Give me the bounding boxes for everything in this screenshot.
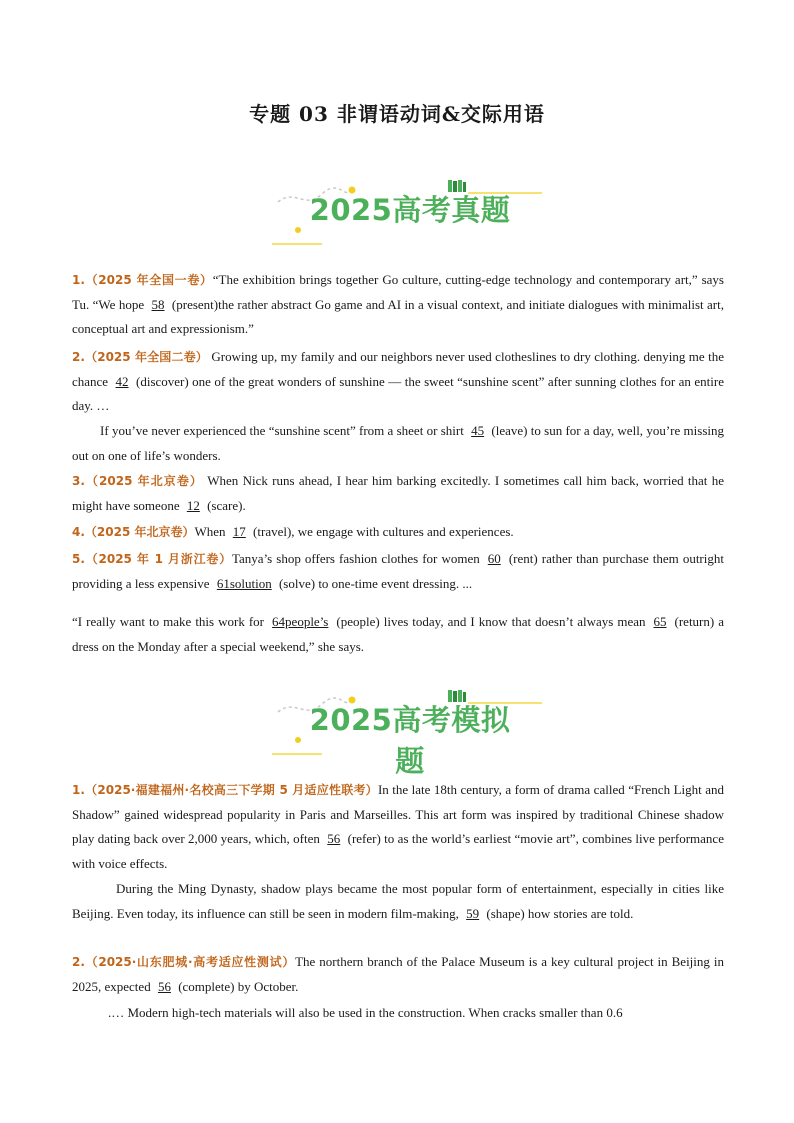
answer-blank[interactable]: 58	[151, 296, 165, 312]
question-source-tag: 5.（2025 年 1 月浙江卷）	[72, 552, 232, 566]
question-source-tag: 1.（2025 年全国一卷）	[72, 273, 213, 287]
question-text: (shape) how stories are told.	[483, 905, 634, 921]
banner-title: 2025高考真题	[309, 193, 511, 227]
page-title: 专题 03 非谓语动词&交际用语	[249, 102, 545, 126]
question-text: (travel), we engage with cultures and experiences.	[249, 524, 514, 539]
answer-blank[interactable]: 65	[653, 614, 667, 629]
question-text: (solve) to one-time event dressing. ...	[275, 575, 473, 591]
question-real-5	[72, 547, 724, 596]
question-real-4	[72, 520, 724, 545]
question-text: The northern branch of the Palace Museum is a key cultural project in Beijing in 2025, expected	[72, 954, 724, 994]
question-text: When	[194, 524, 229, 539]
question-text: (people) lives today, and I know that doesn’t always mean	[332, 614, 650, 629]
question-text: (scare).	[203, 497, 246, 513]
answer-blank[interactable]: 60	[487, 551, 501, 566]
question-text: In the late 18th century, a form of drama called “French Light and Shadow” gained widespread popularity in Paris and Marseilles. This art form was inspired by traditional Chinese shadow play dating back over 2,000 years, which, often	[72, 782, 724, 847]
answer-blank[interactable]: 61solution	[216, 575, 272, 591]
banner-title: 2025高考模拟题	[309, 703, 511, 778]
question-mock-1	[72, 778, 724, 876]
question-real-1	[72, 268, 724, 342]
answer-blank[interactable]: 42	[115, 373, 129, 389]
answer-blank[interactable]: 12	[186, 497, 200, 513]
question-text: If you’ve never experienced the “sunshine scent” from a sheet or shirt	[100, 423, 468, 438]
question-text: (discover) one of the great wonders of sunshine — the sweet “sunshine scent” after sunning clothes for an entire day. …	[72, 373, 724, 414]
question-mock-1-para2	[72, 877, 724, 926]
question-text: (complete) by October.	[174, 978, 299, 994]
answer-blank[interactable]: 45	[471, 423, 485, 438]
question-text: When Nick runs ahead, I hear him barking excitedly. I sometimes call him back, worried that he might have someone	[72, 473, 724, 513]
question-text: Tanya’s shop offers fashion clothes for women	[232, 551, 484, 566]
answer-blank[interactable]: 59	[466, 905, 480, 921]
question-real-2	[72, 345, 724, 419]
question-source-tag: 1.（2025·福建福州·名校高三下学期 5 月适应性联考）	[72, 783, 378, 797]
question-text: During the Ming Dynasty, shadow plays became the most popular form of entertainment, especially in cities like Beijing. Even today, its influence can still be seen in modern film-making,	[72, 881, 724, 921]
section-banner-real	[250, 180, 550, 260]
answer-blank[interactable]: 17	[232, 524, 246, 539]
question-source-tag: 3.（2025 年北京卷）	[72, 474, 203, 488]
question-mock-2-para2	[72, 1001, 724, 1026]
answer-blank[interactable]: 56	[327, 831, 341, 847]
question-text: “The exhibition brings together Go culture, cutting-edge technology and contemporary art,” says Tu. “We hope	[72, 272, 724, 312]
question-source-tag: 2.（2025 年全国二卷）	[72, 350, 208, 364]
question-text: (return) a dress on the Monday after a special weekend,” she says.	[72, 614, 725, 654]
question-text: (present)the rather abstract Go game and AI in a visual context, and initiate dialogues with minimalist art, conceptual art and expressionism.”	[72, 296, 724, 337]
question-text: (leave) to sun for a day, well, you’re missing out on one of life’s wonders.	[72, 423, 724, 463]
question-real-3	[72, 469, 724, 518]
answer-blank[interactable]: 56	[157, 978, 171, 994]
section-banner-mock	[250, 690, 550, 778]
question-real-2-para2	[72, 419, 724, 468]
question-text: (rent) rather than purchase them outright providing a less expensive	[72, 551, 724, 591]
question-text: .… Modern high-tech materials will also be used in the construction. When cracks smaller than 0.6	[108, 1005, 623, 1020]
question-real-5-para2	[72, 610, 724, 659]
question-text: Growing up, my family and our neighbors never used clotheslines to dry clothing. denying me the chance	[72, 349, 724, 389]
question-mock-2	[72, 950, 724, 999]
question-source-tag: 2.（2025·山东肥城·高考适应性测试）	[72, 955, 296, 969]
question-text: (refer) to as the world’s earliest “movie art”, combines live performance with voice effects.	[72, 831, 724, 871]
question-text: “I really want to make this work for	[72, 614, 269, 629]
answer-blank[interactable]: 64people’s	[272, 614, 329, 629]
question-source-tag: 4.（2025 年北京卷）	[72, 525, 195, 539]
